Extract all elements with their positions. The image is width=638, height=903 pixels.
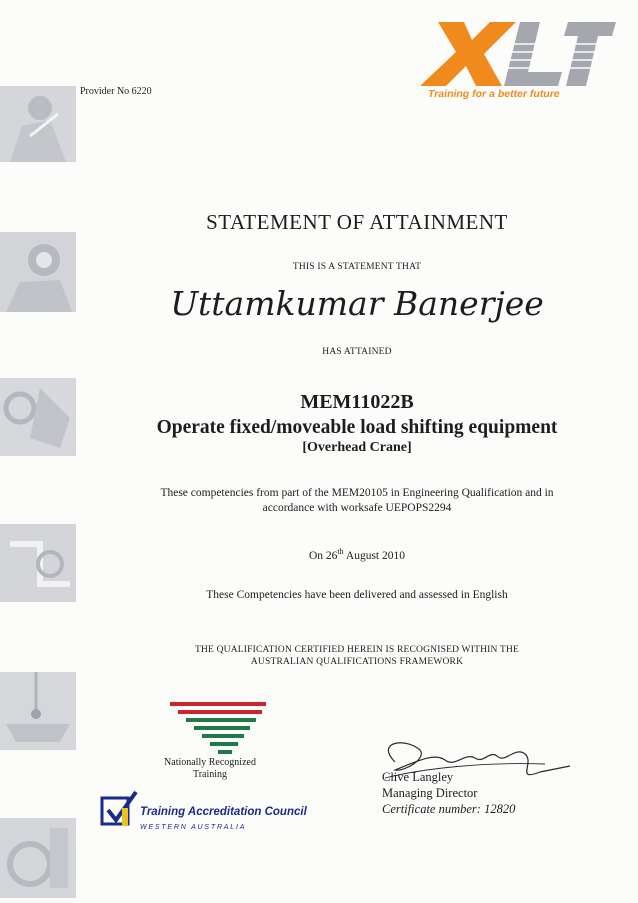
council-region: WESTERN AUSTRALIA bbox=[140, 824, 247, 831]
council-name: Training Accreditation Council bbox=[140, 806, 307, 818]
brand-tagline: Training for a better future bbox=[428, 88, 560, 100]
diver-image-strip bbox=[0, 232, 76, 312]
plumbing-image-strip bbox=[0, 524, 76, 602]
welder-image-strip bbox=[0, 86, 76, 162]
xlt-logo bbox=[420, 22, 616, 114]
date-month-year: August 2010 bbox=[343, 549, 405, 562]
signatory-name: Clive Langley bbox=[382, 770, 454, 784]
date-day: On 26 bbox=[308, 549, 338, 562]
tac-checkmark-icon bbox=[100, 788, 140, 828]
nrt-triangle-logo bbox=[170, 698, 270, 762]
attained-text: HAS ATTAINED bbox=[322, 347, 392, 357]
recipient-name: Uttamkumar Banerjee bbox=[170, 284, 544, 323]
competency-line-1: These competencies from part of the MEM20105 in Engineering Qualification and in bbox=[160, 487, 554, 499]
language-statement: These Competencies have been delivered and assessed in English bbox=[206, 589, 508, 601]
signatory-role: Managing Director bbox=[382, 786, 478, 800]
specialisation: [Overhead Crane] bbox=[302, 440, 412, 455]
provider-number: Provider No 6220 bbox=[80, 86, 152, 97]
intro-text: THIS IS A STATEMENT THAT bbox=[292, 262, 422, 272]
unit-title: Operate fixed/moveable load shifting equipment bbox=[156, 417, 558, 438]
date-suffix: th bbox=[337, 547, 344, 556]
nrt-label-line-1: Nationally Recognized bbox=[164, 757, 256, 768]
unit-code: MEM11022B bbox=[300, 391, 414, 413]
engine-image-strip bbox=[0, 818, 76, 898]
competency-line-2: accordance with worksafe UEPOPS2294 bbox=[262, 502, 452, 514]
recognition-line-1: THE QUALIFICATION CERTIFIED HEREIN IS RECOGNISED WITHIN THE bbox=[194, 645, 520, 655]
certificate-number: Certificate number: 12820 bbox=[382, 802, 516, 816]
issue-date bbox=[76, 544, 638, 564]
nrt-label bbox=[150, 757, 270, 781]
nrt-label-line-2: Training bbox=[192, 769, 228, 780]
certificate-title: STATEMENT OF ATTAINMENT bbox=[206, 210, 508, 234]
mechanic-image-strip bbox=[0, 378, 76, 456]
crane-image-strip bbox=[0, 672, 76, 750]
recognition-line-2: AUSTRALIAN QUALIFICATIONS FRAMEWORK bbox=[250, 657, 464, 667]
